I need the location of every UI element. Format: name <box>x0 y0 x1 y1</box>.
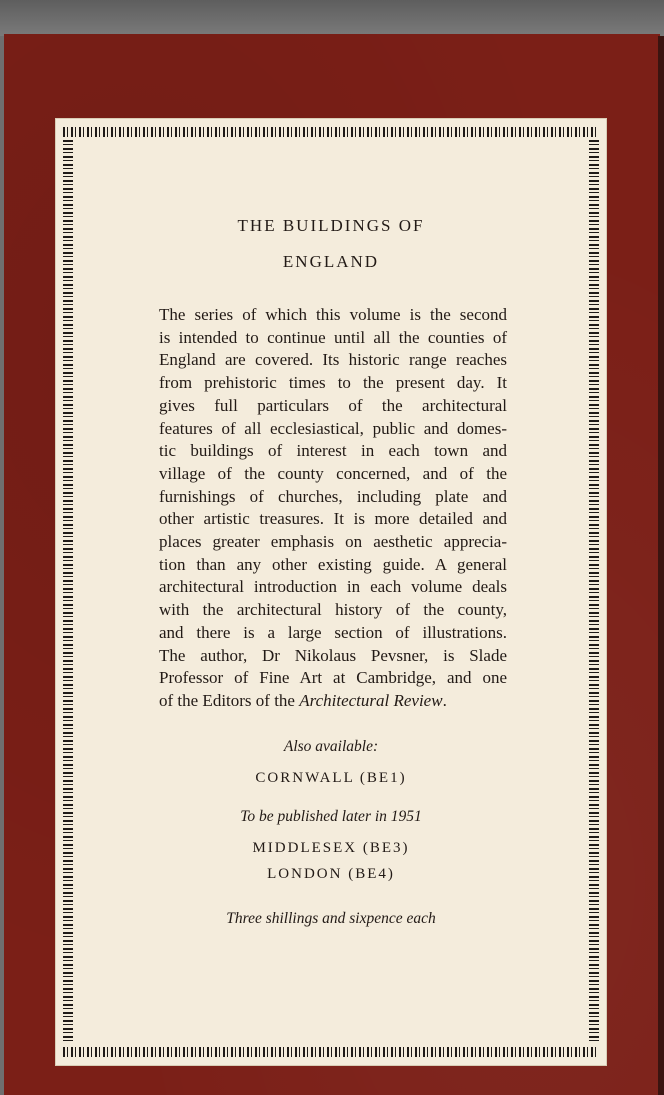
description-line: The author, Dr Nikolaus Pevsner, is Slade <box>159 645 507 665</box>
description-line: tion than any other existing guide. A general <box>159 554 507 574</box>
description-line: places greater emphasis on aesthetic apprecia- <box>159 532 507 552</box>
description-line: gives full particulars of the architectural <box>159 395 507 415</box>
journal-title: Architectural Review <box>299 690 443 710</box>
decorative-border-top <box>63 127 599 137</box>
description-line: is intended to continue until all the counties of <box>159 327 507 347</box>
series-title-line-2: ENGLAND <box>282 252 380 271</box>
description-last-line <box>159 690 507 713</box>
series-description <box>159 304 507 713</box>
book-cover <box>4 34 660 1095</box>
description-suffix: . <box>442 690 447 710</box>
series-title-line-1: THE BUILDINGS OF <box>237 216 425 235</box>
description-line: village of the county concerned, and of the <box>159 463 507 483</box>
available-title: CORNWALL (BE1) <box>255 770 407 786</box>
later-publication-label: To be published later in 1951 <box>240 808 422 825</box>
background-strip <box>0 0 664 36</box>
description-line: other artistic treasures. It is more detailed and <box>159 509 507 529</box>
description-line: The series of which this volume is the second <box>159 305 507 324</box>
book-spine-edge <box>658 36 664 1095</box>
price-note: Three shillings and sixpence each <box>226 910 436 927</box>
description-line: from prehistoric times to the present day. It <box>159 373 507 393</box>
text-panel <box>55 118 607 1066</box>
description-line: with the architectural history of the county, <box>159 600 507 620</box>
forthcoming-title: MIDDLESEX (BE3) <box>252 840 410 856</box>
description-line: architectural introduction in each volume deals <box>159 577 507 597</box>
decorative-border-bottom <box>63 1047 599 1057</box>
decorative-border-right <box>589 140 599 1044</box>
description-line: England are covered. Its historic range reaches <box>159 350 507 370</box>
forthcoming-title: LONDON (BE4) <box>267 866 395 882</box>
description-line: Professor of Fine Art at Cambridge, and one <box>159 668 507 688</box>
description-line: furnishings of churches, including plate and <box>159 486 507 506</box>
description-prefix: of the Editors of the <box>159 690 300 710</box>
decorative-border-left <box>63 140 73 1044</box>
description-line: features of all ecclesiastical, public and domes- <box>159 418 507 438</box>
description-line: tic buildings of interest in each town and <box>159 441 507 461</box>
description-line: and there is a large section of illustrations. <box>159 622 507 642</box>
also-available-label: Also available: <box>283 738 379 755</box>
